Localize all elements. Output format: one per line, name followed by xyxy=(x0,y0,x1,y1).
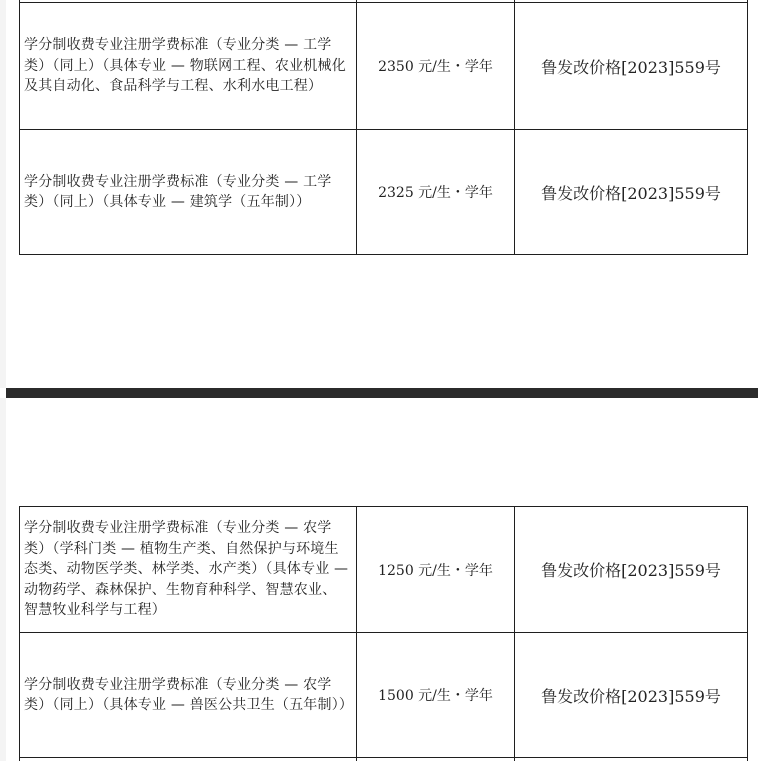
document-page-bottom xyxy=(0,398,758,761)
cell-document xyxy=(515,0,747,2)
table-row xyxy=(19,129,748,255)
cell-fee: 2350 元/生・学年 xyxy=(357,3,515,129)
cell-fee: 1500 元/生・学年 xyxy=(357,633,515,757)
cell-document: 鲁发改价格[2023]559号 xyxy=(541,561,721,580)
cell-fee: 1250 元/生・学年 xyxy=(357,507,515,632)
table-row-cut-off xyxy=(19,757,748,761)
cell-description: 学分制收费专业注册学费标准（专业分类 — 工学类）（同上）（具体专业 — 建筑学（五年制）） xyxy=(20,130,357,254)
table-row xyxy=(19,632,748,758)
cell-description: 学分制收费专业注册学费标准（专业分类 — 农学类）（学科门类 — 植物生产类、自然保护与环境生态类、动物医学类、林学类、水产类）（具体专业 — 动物药学、森林保护、生物育种科学、智慧农业、智慧牧业科学与工程） xyxy=(20,507,357,632)
cell-description xyxy=(20,0,357,2)
table-row xyxy=(19,3,748,130)
cell-document: 鲁发改价格[2023]559号 xyxy=(541,57,721,77)
page-edge-shadow xyxy=(0,398,6,761)
cell-document: 鲁发改价格[2023]559号 xyxy=(541,686,721,706)
cell-document: 鲁发改价格[2023]559号 xyxy=(541,183,721,203)
table-row xyxy=(19,506,748,633)
cell-description: 学分制收费专业注册学费标准（专业分类 — 农学类）（同上）（具体专业 — 兽医公共卫生（五年制）） xyxy=(20,633,357,757)
cell-description: 学分制收费专业注册学费标准（专业分类 — 工学类）（同上）（具体专业 — 物联网工程、农业机械化及其自动化、食品科学与工程、水利水电工程） xyxy=(20,3,357,129)
page-edge-shadow xyxy=(0,0,6,388)
cell-fee xyxy=(357,0,515,2)
page-divider xyxy=(6,388,758,398)
cell-fee: 2325 元/生・学年 xyxy=(357,130,515,254)
